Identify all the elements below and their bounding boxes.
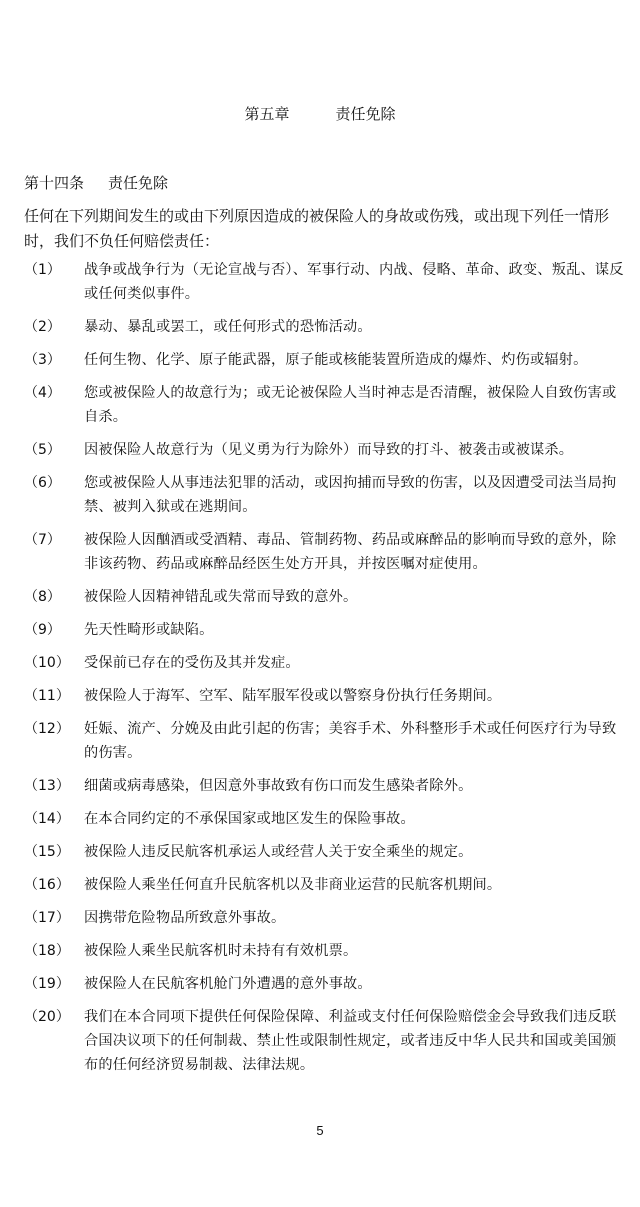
chapter-heading: [0, 103, 640, 125]
clause-text: 战争或战争行为（无论宣战与否）、军事行动、内战、侵略、革命、政变、叛乱、谋反或任何类似事件。: [84, 262, 624, 302]
chapter-title: 责任免除: [335, 105, 396, 123]
list-item: [24, 471, 624, 519]
clause-text: 被保险人乘坐任何直升民航客机以及非商业运营的民航客机期间。: [84, 877, 502, 893]
clause-text: 被保险人因酗酒或受酒精、毒品、管制药物、药品或麻醉品的影响而导致的意外，除非该药物、药品或麻醉品经医生处方开具，并按医嘱对症使用。: [84, 532, 617, 572]
clause-number: （2）: [24, 319, 61, 335]
list-item: [24, 684, 624, 708]
list-item: [24, 651, 624, 675]
clause-number: （20）: [24, 1009, 70, 1025]
clause-number: （9）: [24, 622, 61, 638]
clause-number: （15）: [24, 844, 70, 860]
list-item: [24, 807, 624, 831]
clause-number: （6）: [24, 475, 61, 491]
clause-text: 暴动、暴乱或罢工，或任何形式的恐怖活动。: [84, 319, 372, 335]
clause-text: 被保险人于海军、空军、陆军服军役或以警察身份执行任务期间。: [84, 688, 502, 704]
list-item: [24, 774, 624, 798]
clause-number: （11）: [24, 688, 70, 704]
clause-text: 受保前已存在的受伤及其并发症。: [84, 655, 300, 671]
clause-number: （5）: [24, 442, 61, 458]
clause-text: 被保险人乘坐民航客机时未持有有效机票。: [84, 943, 358, 959]
list-item: [24, 906, 624, 930]
clause-text: 任何生物、化学、原子能武器，原子能或核能装置所造成的爆炸、灼伤或辐射。: [84, 352, 588, 368]
list-item: [24, 438, 624, 462]
list-item: [24, 381, 624, 429]
clause-number: （12）: [24, 721, 70, 737]
list-item: [24, 840, 624, 864]
list-item: [24, 348, 624, 372]
clause-number: （19）: [24, 976, 70, 992]
clause-text: 在本合同约定的不承保国家或地区发生的保险事故。: [84, 811, 415, 827]
list-item: [24, 1005, 624, 1077]
list-item: [24, 939, 624, 963]
clause-number: （17）: [24, 910, 70, 926]
section-title: 责任免除: [108, 174, 169, 192]
clause-text: 先天性畸形或缺陷。: [84, 622, 214, 638]
exclusion-list: [24, 258, 624, 1086]
clause-number: （1）: [24, 262, 61, 278]
clause-text: 被保险人违反民航客机承运人或经营人关于安全乘坐的规定。: [84, 844, 473, 860]
list-item: [24, 873, 624, 897]
section-heading: [24, 172, 168, 194]
clause-number: （7）: [24, 532, 61, 548]
clause-text: 我们在本合同项下提供任何保险保障、利益或支付任何保险赔偿金会导致我们违反联合国决议项下的任何制裁、禁止性或限制性规定，或者违反中华人民共和国或美国颁布的任何经济贸易制裁、法律法规。: [84, 1009, 617, 1073]
section-number: 第十四条: [24, 174, 85, 192]
clause-number: （18）: [24, 943, 70, 959]
clause-text: 因携带危险物品所致意外事故。: [84, 910, 286, 926]
clause-number: （8）: [24, 589, 61, 605]
clause-number: （16）: [24, 877, 70, 893]
list-item: [24, 585, 624, 609]
clause-text: 您或被保险人从事违法犯罪的活动，或因拘捕而导致的伤害，以及因遭受司法当局拘禁、被判入狱或在逃期间。: [84, 475, 617, 515]
list-item: [24, 717, 624, 765]
chapter-number: 第五章: [244, 105, 290, 123]
clause-number: （13）: [24, 778, 70, 794]
list-item: [24, 528, 624, 576]
clause-number: （4）: [24, 385, 61, 401]
clause-text: 被保险人因精神错乱或失常而导致的意外。: [84, 589, 358, 605]
clause-text: 您或被保险人的故意行为；或无论被保险人当时神志是否清醒，被保险人自致伤害或自杀。: [84, 385, 617, 425]
list-item: [24, 618, 624, 642]
list-item: [24, 315, 624, 339]
clause-text: 妊娠、流产、分娩及由此引起的伤害；美容手术、外科整形手术或任何医疗行为导致的伤害。: [84, 721, 617, 761]
clause-number: （14）: [24, 811, 70, 827]
intro-paragraph: 任何在下列期间发生的或由下列原因造成的被保险人的身故或伤残，或出现下列任一情形时，我们不负任何赔偿责任：: [24, 207, 610, 250]
clause-text: 细菌或病毒感染，但因意外事故致有伤口而发生感染者除外。: [84, 778, 473, 794]
clause-text: 被保险人在民航客机舱门外遭遇的意外事故。: [84, 976, 372, 992]
clause-text: 因被保险人故意行为（见义勇为行为除外）而导致的打斗、被袭击或被谋杀。: [84, 442, 574, 458]
list-item: [24, 972, 624, 996]
list-item: [24, 258, 624, 306]
clause-number: （3）: [24, 352, 61, 368]
clause-number: （10）: [24, 655, 70, 671]
page-number: 5: [316, 1123, 324, 1138]
